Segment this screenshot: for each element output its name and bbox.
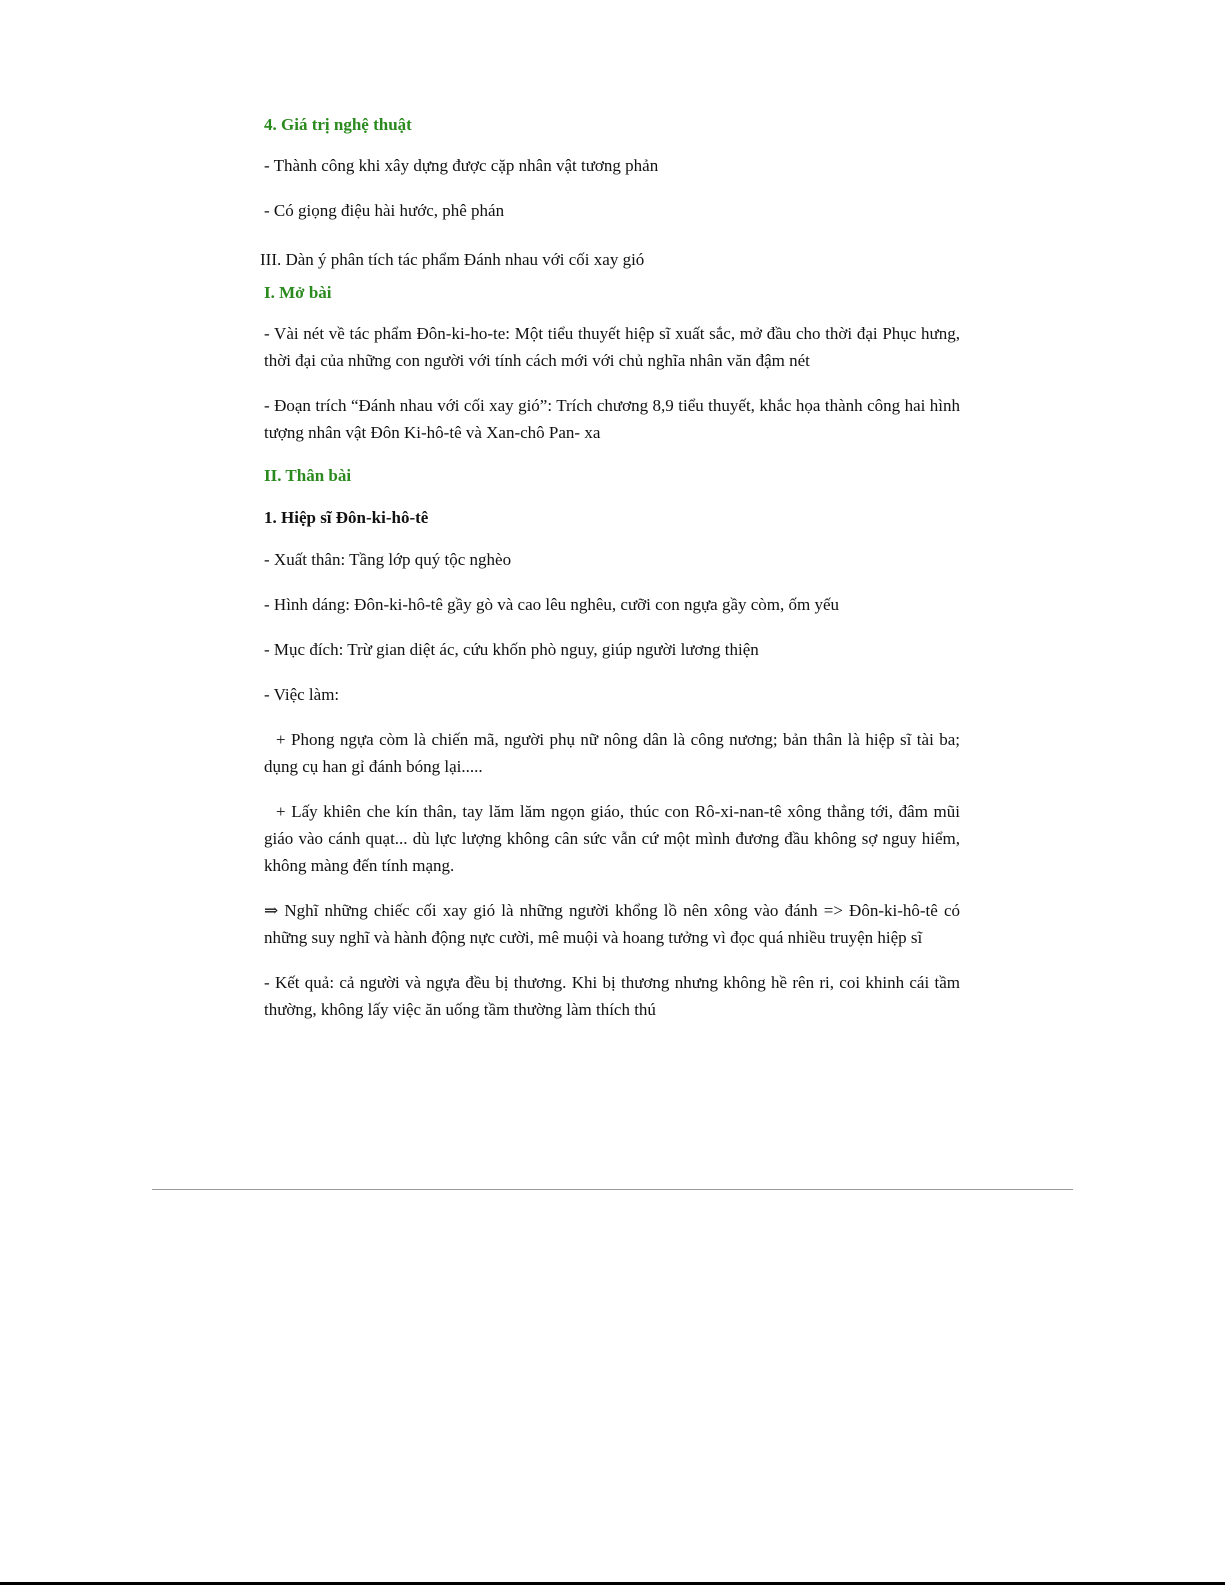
intro-item: - Đoạn trích “Đánh nhau với cối xay gió”: Trích chương 8,9 tiểu thuyết, khắc họa thành công hai hình tượng nhân vật Đôn Ki-hô-tê và Xan-chô Pan- xa (264, 396, 960, 442)
intro-heading: I. Mở bài (264, 283, 332, 302)
result-paragraph: - Kết quả: cả người và ngựa đều bị thương. Khi bị thương nhưng không hề rên ri, coi khinh cái tầm thường, không lấy việc ăn uống tầm thường làm thích thú (264, 973, 960, 1019)
intro-item: - Vài nét về tác phẩm Đôn-ki-ho-te: Một tiểu thuyết hiệp sĩ xuất sắc, mở đầu cho thời đại Phục hưng, thời đại của những con người với tính cách mới với chủ nghĩa nhân văn đậm nét (264, 324, 960, 370)
page-divider (152, 1189, 1073, 1190)
conclusion-paragraph: ⇒ Nghĩ những chiếc cối xay gió là những người khổng lồ nên xông vào đánh => Đôn-ki-hô-tê có những suy nghĩ và hành động nực cười, mê muội và hoang tưởng vì đọc quá nhiều truyện hiệp sĩ (264, 901, 960, 947)
knight-item: - Việc làm: (264, 685, 340, 704)
art-value-item: - Thành công khi xây dựng được cặp nhân vật tương phản (264, 156, 659, 175)
deed-item: + Lấy khiên che kín thân, tay lăm lăm ngọn giáo, thúc con Rô-xi-nan-tê xông thẳng tới, đâm mũi giáo vào cánh quạt... dù lực lượng không cân sức vẫn cứ một mình đương đầu không sợ nguy hiểm, không màng đến tính mạng. (264, 802, 960, 875)
body-heading: II. Thân bài (264, 466, 352, 485)
knight-item: - Xuất thân: Tầng lớp quý tộc nghèo (264, 550, 512, 569)
knight-item: - Hình dáng: Đôn-ki-hô-tê gầy gò và cao lêu nghêu, cưỡi con ngựa gầy còm, ốm yếu (264, 595, 840, 614)
knight-item: - Mục đích: Trừ gian diệt ác, cứu khốn phò nguy, giúp người lương thiện (264, 640, 759, 659)
deed-item: + Phong ngựa còm là chiến mã, người phụ nữ nông dân là công nương; bản thân là hiệp sĩ tài ba; dụng cụ han gỉ đánh bóng lại..... (264, 730, 960, 776)
art-value-item: - Có giọng điệu hài hước, phê phán (264, 201, 505, 220)
document-body (260, 110, 960, 1023)
art-value-heading: 4. Giá trị nghệ thuật (264, 115, 412, 134)
knight-heading: 1. Hiệp sĩ Đôn-ki-hô-tê (264, 508, 429, 527)
outline-title: III. Dàn ý phân tích tác phẩm Đánh nhau với cối xay gió (260, 250, 645, 269)
